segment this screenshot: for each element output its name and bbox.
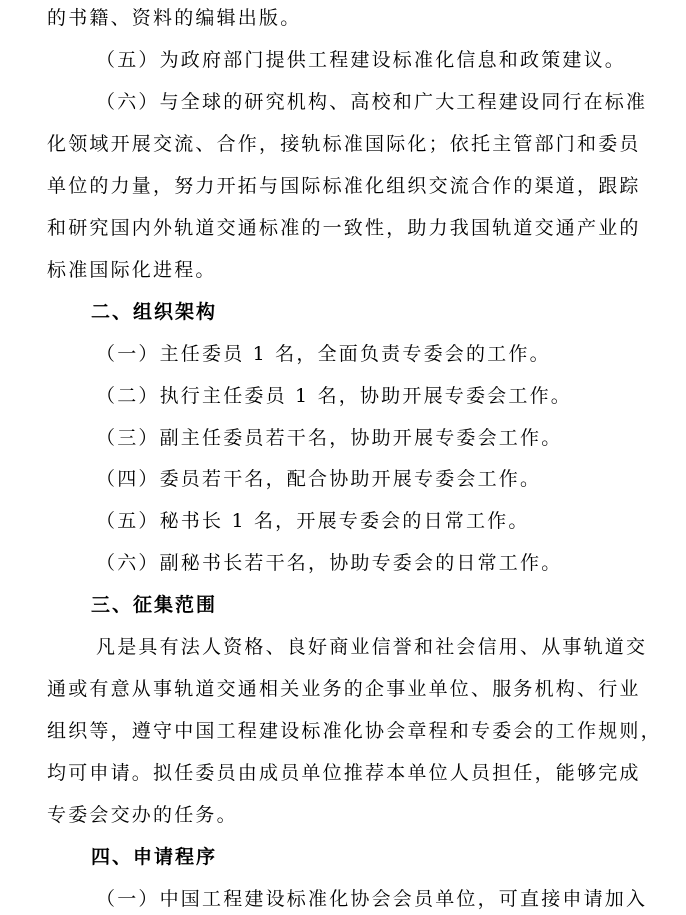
list-item: （四）委员若干名，配合协助开展专委会工作。	[96, 468, 542, 491]
list-item: （三）副主任委员若干名，协助开展专委会工作。	[96, 426, 563, 449]
paragraph-line: 和研究国内外轨道交通标准的一致性，助力我国轨道交通产业的	[47, 216, 641, 239]
paragraph-line: 化领域开展交流、合作，接轨标准国际化；依托主管部门和委员	[47, 132, 641, 155]
paragraph-line: 标准国际化进程。	[47, 258, 217, 281]
section-heading: 三、征集范围	[91, 594, 218, 617]
list-item: （二）执行主任委员 1 名，协助开展专委会工作。	[96, 384, 572, 407]
paragraph-line: 的书籍、资料的编辑出版。	[47, 7, 302, 29]
list-item: （六）副秘书长若干名，协助专委会的日常工作。	[96, 552, 563, 575]
section-heading: 二、组织架构	[91, 300, 218, 323]
paragraph-line: 通或有意从事轨道交通相关业务的企事业单位、服务机构、行业	[47, 678, 641, 701]
list-item: （一）主任委员 1 名，全面负责专委会的工作。	[96, 342, 551, 365]
paragraph-line: 单位的力量，努力开拓与国际标准化组织交流合作的渠道，跟踪	[47, 174, 641, 197]
paragraph-line: 凡是具有法人资格、良好商业信誉和社会信用、从事轨道交	[96, 636, 648, 659]
paragraph-line: 组织等，遵守中国工程建设标准化协会章程和专委会的工作规则，	[47, 720, 662, 743]
list-item: （一）中国工程建设标准化协会会员单位，可直接申请加入	[96, 888, 648, 910]
paragraph-line: 均可申请。拟任委员由成员单位推荐本单位人员担任，能够完成	[47, 762, 641, 785]
paragraph-line: 专委会交办的任务。	[47, 804, 238, 827]
section-heading: 四、申请程序	[91, 846, 218, 869]
paragraph-line: （六）与全球的研究机构、高校和广大工程建设同行在标准	[96, 90, 648, 113]
list-item: （五）为政府部门提供工程建设标准化信息和政策建议。	[96, 48, 627, 71]
list-item: （五）秘书长 1 名，开展专委会的日常工作。	[96, 510, 530, 533]
